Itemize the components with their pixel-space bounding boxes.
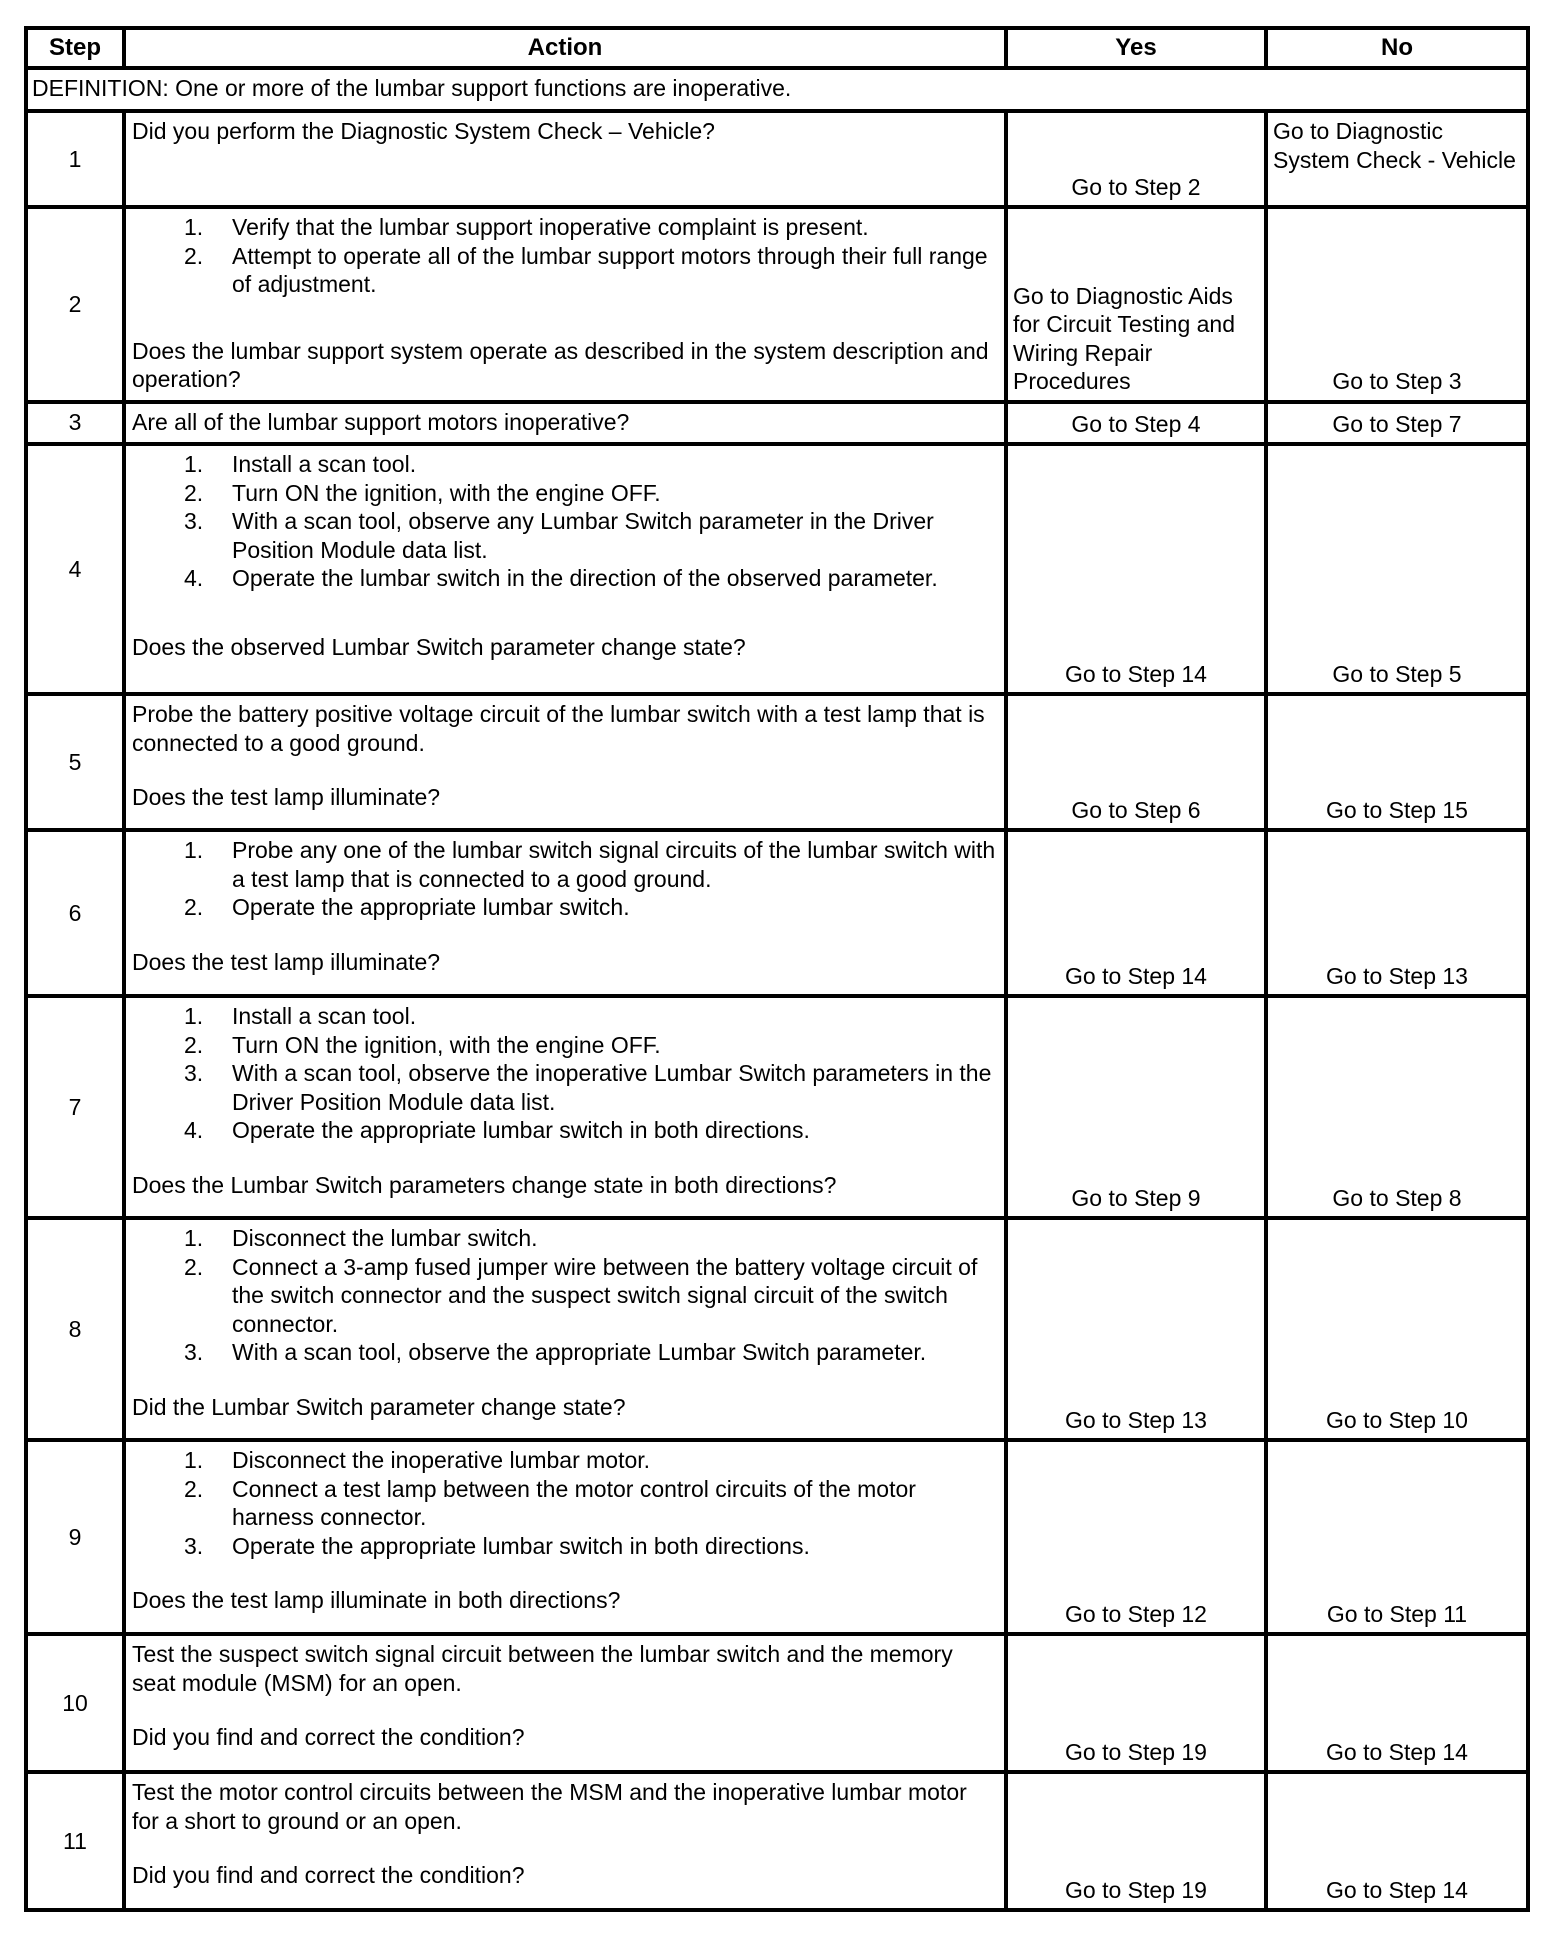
question-text: Did you find and correct the condition?	[132, 1862, 525, 1888]
question-text: Did the Lumbar Switch parameter change state?	[132, 1393, 626, 1420]
item-text: Verify that the lumbar support inoperative complaint is present.	[232, 214, 869, 240]
no-result: Go to Step 13	[1266, 830, 1528, 996]
action-cell	[124, 111, 1006, 207]
item-number: 2.	[184, 242, 204, 269]
list-item	[132, 564, 998, 593]
list-item	[132, 1475, 998, 1532]
list-item	[132, 213, 998, 242]
definition-row	[26, 68, 1528, 111]
action-cell	[124, 402, 1006, 445]
question-text: Does the test lamp illuminate?	[132, 784, 441, 810]
item-number: 3.	[184, 508, 204, 534]
action-cell	[124, 996, 1006, 1218]
item-number: 4.	[184, 1117, 204, 1143]
table-row	[26, 996, 1528, 1218]
item-number: 2.	[184, 1031, 204, 1058]
list-item	[132, 242, 998, 299]
yes-result: Go to Step 14	[1006, 444, 1266, 694]
yes-result: Go to Step 19	[1006, 1772, 1266, 1910]
yes-result: Go to Step 2	[1006, 111, 1266, 207]
list-item	[132, 1338, 998, 1367]
step-number: 11	[26, 1772, 124, 1910]
question-text: Does the observed Lumbar Switch parameter change state?	[132, 633, 746, 660]
list-item	[132, 1532, 998, 1561]
list-item	[132, 450, 998, 479]
table-row	[26, 1440, 1528, 1634]
step-number: 7	[26, 996, 124, 1218]
item-text: Probe any one of the lumbar switch signal circuits of the lumbar switch with a test lamp that is connected to a good ground.	[232, 837, 996, 892]
step-number: 5	[26, 694, 124, 830]
table-row	[26, 402, 1528, 445]
diagnostic-table	[24, 26, 1530, 1912]
action-cell	[124, 694, 1006, 830]
item-text: With a scan tool, observe any Lumbar Switch parameter in the Driver Position Module data list.	[232, 508, 934, 563]
yes-result: Go to Step 13	[1006, 1218, 1266, 1440]
yes-result: Go to Step 9	[1006, 996, 1266, 1218]
list-item	[132, 1224, 998, 1253]
item-text: Disconnect the inoperative lumbar motor.	[232, 1447, 651, 1473]
no-result: Go to Step 11	[1266, 1440, 1528, 1634]
instruction-list	[132, 213, 998, 299]
action-cell	[124, 1218, 1006, 1440]
question-text: Did you find and correct the condition?	[132, 1724, 525, 1750]
step-number: 10	[26, 1634, 124, 1772]
action-cell	[124, 1440, 1006, 1634]
question-text: Are all of the lumbar support motors inoperative?	[132, 408, 630, 435]
header-yes: Yes	[1006, 28, 1266, 68]
no-result: Go to Step 7	[1266, 402, 1528, 445]
item-number: 1.	[184, 214, 204, 240]
table-row	[26, 444, 1528, 694]
instruction-text: Test the motor control circuits between the MSM and the inoperative lumbar motor for a short to ground or an open.	[132, 1779, 967, 1834]
item-text: Operate the appropriate lumbar switch in both directions.	[232, 1532, 810, 1559]
step-number: 4	[26, 444, 124, 694]
step-number: 9	[26, 1440, 124, 1634]
list-item	[132, 836, 998, 893]
yes-result: Go to Diagnostic Aids for Circuit Testing and Wiring Repair Procedures	[1006, 207, 1266, 402]
instruction-list	[132, 450, 998, 593]
no-result: Go to Step 14	[1266, 1772, 1528, 1910]
instruction-list	[132, 836, 998, 922]
item-text: Install a scan tool.	[232, 451, 417, 477]
yes-result: Go to Step 19	[1006, 1634, 1266, 1772]
header-step: Step	[26, 28, 124, 68]
table-row	[26, 1634, 1528, 1772]
item-number: 3.	[184, 1060, 204, 1086]
item-number: 4.	[184, 565, 204, 591]
item-number: 1.	[184, 451, 204, 477]
step-number: 1	[26, 111, 124, 207]
header-action: Action	[124, 28, 1006, 68]
item-text: Attempt to operate all of the lumbar support motors through their full range of adjustment.	[232, 242, 988, 297]
item-number: 3.	[184, 1339, 204, 1365]
list-item	[132, 1031, 998, 1060]
action-cell	[124, 830, 1006, 996]
list-item	[132, 1446, 998, 1475]
action-cell	[124, 1634, 1006, 1772]
question-text: Does the lumbar support system operate as described in the system description and operation?	[132, 337, 989, 392]
item-number: 1.	[184, 1003, 204, 1029]
no-result: Go to Step 5	[1266, 444, 1528, 694]
item-number: 2.	[184, 1475, 204, 1502]
no-result: Go to Step 15	[1266, 694, 1528, 830]
header-row	[26, 28, 1528, 68]
yes-result: Go to Step 14	[1006, 830, 1266, 996]
table-row	[26, 111, 1528, 207]
instruction-text: Test the suspect switch signal circuit between the lumbar switch and the memory seat module (MSM) for an open.	[132, 1641, 953, 1696]
action-cell	[124, 444, 1006, 694]
table-row	[26, 830, 1528, 996]
yes-result: Go to Step 4	[1006, 402, 1266, 445]
question-text: Does the test lamp illuminate in both directions?	[132, 1587, 621, 1613]
action-cell	[124, 207, 1006, 402]
table-row	[26, 1218, 1528, 1440]
item-text: Disconnect the lumbar switch.	[232, 1225, 538, 1251]
item-text: Operate the lumbar switch in the direction of the observed parameter.	[232, 565, 938, 591]
yes-result: Go to Step 6	[1006, 694, 1266, 830]
item-text: With a scan tool, observe the inoperative Lumbar Switch parameters in the Driver Position Module data list.	[232, 1060, 992, 1115]
step-number: 3	[26, 402, 124, 445]
step-number: 6	[26, 830, 124, 996]
item-number: 2.	[184, 1253, 204, 1280]
question-text: Does the Lumbar Switch parameters change state in both directions?	[132, 1171, 837, 1198]
item-text: Connect a 3-amp fused jumper wire between the battery voltage circuit of the switch connector and the suspect switch signal circuit of the switch connector.	[232, 1253, 978, 1337]
item-number: 2.	[184, 894, 204, 920]
step-number: 2	[26, 207, 124, 402]
item-text: Operate the appropriate lumbar switch in both directions.	[232, 1117, 810, 1143]
list-item	[132, 1116, 998, 1145]
list-item	[132, 507, 998, 564]
no-result: Go to Step 3	[1266, 207, 1528, 402]
item-text: Operate the appropriate lumbar switch.	[232, 894, 630, 920]
list-item	[132, 1253, 998, 1339]
no-result: Go to Step 8	[1266, 996, 1528, 1218]
item-text: Install a scan tool.	[232, 1003, 417, 1029]
item-number: 1.	[184, 1447, 204, 1473]
instruction-list	[132, 1002, 998, 1145]
list-item	[132, 893, 998, 922]
item-text: Turn ON the ignition, with the engine OFF.	[232, 479, 661, 506]
list-item	[132, 479, 998, 508]
question-text: Did you perform the Diagnostic System Check – Vehicle?	[132, 118, 715, 144]
no-result: Go to Step 10	[1266, 1218, 1528, 1440]
table-row	[26, 207, 1528, 402]
table-row	[26, 1772, 1528, 1910]
instruction-list	[132, 1446, 998, 1560]
instruction-text: Probe the battery positive voltage circuit of the lumbar switch with a test lamp that is connected to a good ground.	[132, 701, 985, 756]
item-number: 1.	[184, 1225, 204, 1251]
item-text: Connect a test lamp between the motor control circuits of the motor harness connector.	[232, 1475, 916, 1530]
question-text: Does the test lamp illuminate?	[132, 948, 441, 975]
item-number: 3.	[184, 1532, 204, 1559]
item-text: Turn ON the ignition, with the engine OFF.	[232, 1031, 661, 1058]
step-number: 8	[26, 1218, 124, 1440]
no-result: Go to Diagnostic System Check - Vehicle	[1266, 111, 1528, 207]
table-row	[26, 694, 1528, 830]
yes-result: Go to Step 12	[1006, 1440, 1266, 1634]
item-text: With a scan tool, observe the appropriate Lumbar Switch parameter.	[232, 1339, 927, 1365]
list-item	[132, 1059, 998, 1116]
diagnostic-table-wrapper	[24, 26, 1530, 1912]
action-cell	[124, 1772, 1006, 1910]
item-number: 1.	[184, 837, 204, 863]
header-no: No	[1266, 28, 1528, 68]
list-item	[132, 1002, 998, 1031]
instruction-list	[132, 1224, 998, 1367]
no-result: Go to Step 14	[1266, 1634, 1528, 1772]
definition-text: DEFINITION: One or more of the lumbar support functions are inoperative.	[26, 68, 1528, 111]
item-number: 2.	[184, 479, 204, 506]
